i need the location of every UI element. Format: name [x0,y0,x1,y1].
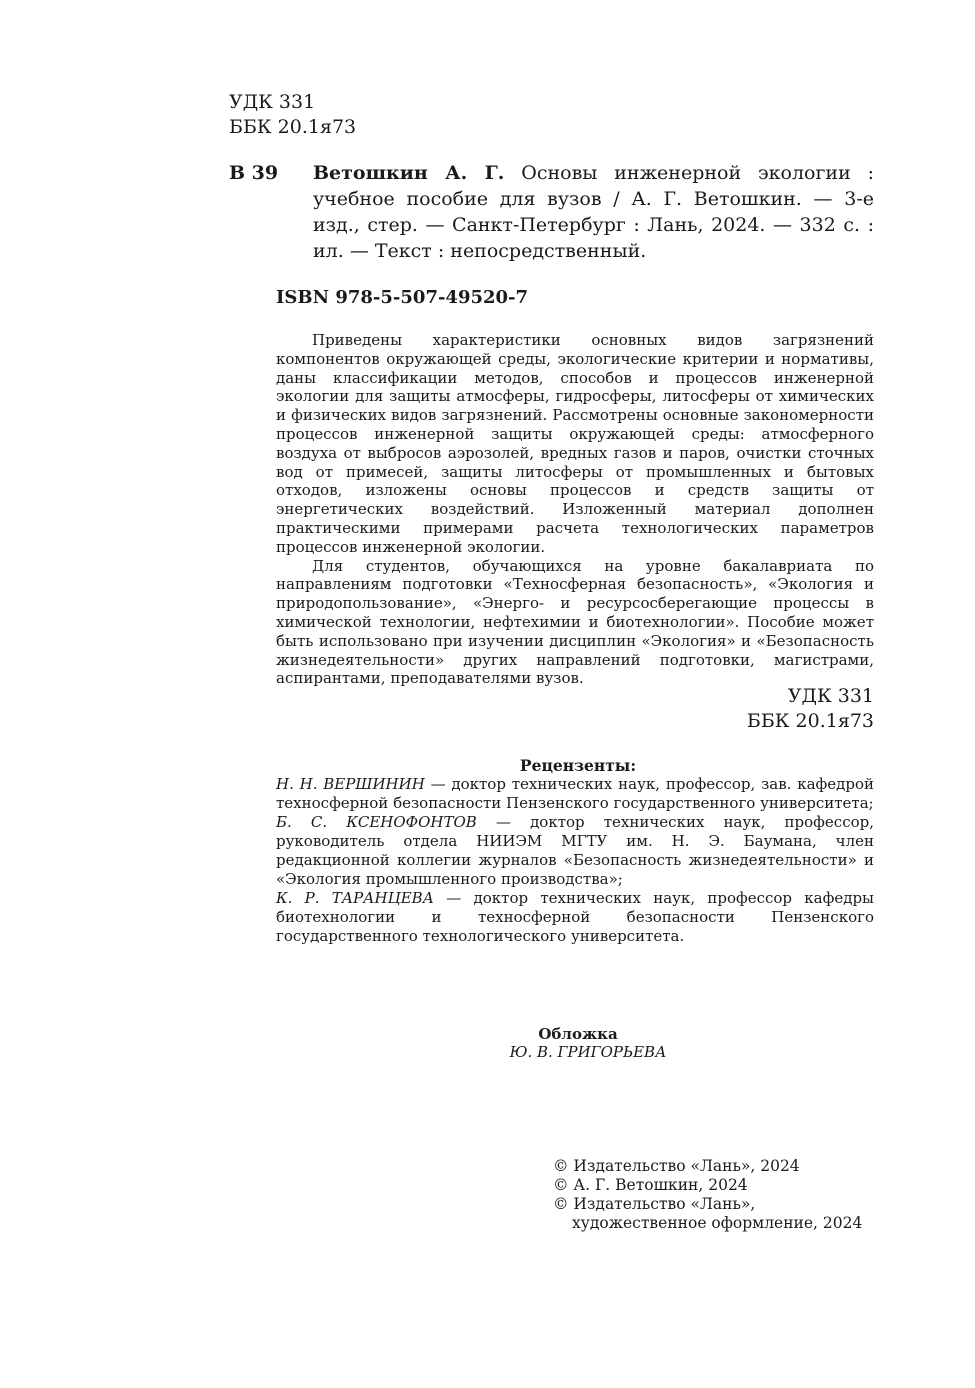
reviewer-details: — доктор технических наук, профессор, зав. кафедрой техносферной безопасности Пензенского государственного университета; [276,775,874,812]
cover-credit [276,1025,874,1061]
reviewer-entry [276,889,874,946]
cover-designer: Ю. В. ГРИГОРЬЕВА [509,1043,667,1061]
reviewer-name: Б. С. КСЕНОФОНТОВ [276,813,477,831]
copyright-line: © Издательство «Лань», [553,1195,756,1213]
reviewer-details: — доктор технических наук, профессор, руководитель отдела НИИЭМ МГТУ им. Н. Э. Баумана, член редакционной коллегии журналов «Безопасность жизнедеятельности» и «Экология промышленного производства»; [276,813,874,888]
author-name: Ветошкин А. Г. [313,162,505,184]
reviewer-name: К. Р. ТАРАНЦЕВА [276,889,435,907]
classification-codes-bottom [640,684,874,734]
annotation-paragraph-1: Приведены характеристики основных видов загрязнений компонентов окружающей среды, экологические критерии и нормативы, даны классификации методов, способов и процессов инженерной экологии для защиты атмосферы, гидросферы, литосферы от химических и физических видов загрязнений. Рассмотрены основные закономерности процессов инженерной защиты окружающей среды: атмосферного воздуха от выбросов аэрозолей, вредных газов и паров, очистки сточных вод от примесей, защиты литосферы от промышленных и бытовых отходов, изложены основы процессов и средств защиты от энергетических воздействий. Изложенный материал дополнен практическими примерами расчета технологических параметров процессов инженерной экологии. [276,331,874,556]
udk-code-bottom: УДК 331 [787,685,874,707]
bibliographic-entry [313,160,874,264]
copyright-block [553,1157,862,1233]
reviewer-entry [276,813,874,889]
annotation [276,331,874,688]
bibliographic-description: Основы инженерной экологии : учебное пособие для вузов / А. Г. Ветошкин. — 3-е изд., стер. — Санкт-Петербург : Лань, 2024. — 332 с. : ил. — Текст : непосредственный. [313,162,874,262]
reviewer-entry [276,775,874,813]
copyright-line: © Издательство «Лань», 2024 [553,1157,800,1175]
cover-title: Обложка [538,1025,618,1043]
reviewer-details: — доктор технических наук, профессор кафедры биотехнологии и техносферной безопасности Пензенского государственного технологического университета. [276,889,874,945]
annotation-paragraph-2: Для студентов, обучающихся на уровне бакалавриата по направлениям подготовки «Техносферная безопасность», «Экология и природопользование», «Энерго- и ресурсосберегающие процессы в химической технологии, нефтехимии и биотехнологии». Пособие может быть использовано при изучении дисциплин «Экология» и «Безопасность жизнедеятельности» других направлений подготовки, магистрами, аспирантами, преподавателями вузов. [276,556,874,688]
bbk-code: ББК 20.1я73 [229,116,357,138]
isbn: ISBN 978-5-507-49520-7 [276,287,529,308]
bbk-code-bottom: ББК 20.1я73 [746,710,874,732]
copyright-line: © А. Г. Ветошкин, 2024 [553,1176,748,1194]
reviewer-name: Н. Н. ВЕРШИНИН [276,775,425,793]
reviewers-title: Рецензенты: [519,756,637,775]
udk-code: УДК 331 [229,91,316,113]
author-sign: В 39 [229,162,279,184]
copyright-line: художественное оформление, 2024 [572,1214,863,1232]
reviewers-section [276,756,874,946]
classification-codes-top [229,90,356,140]
